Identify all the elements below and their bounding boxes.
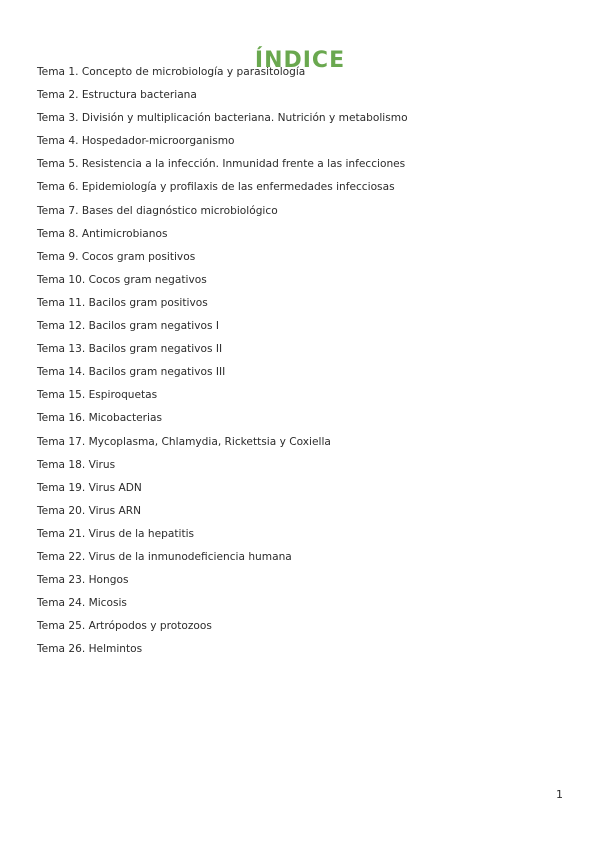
toc-entry: Tema 10. Cocos gram negativos bbox=[37, 273, 207, 286]
toc-entry: Tema 1. Concepto de microbiología y parasitología bbox=[37, 66, 306, 78]
toc-entry: Tema 22. Virus de la inmunodeficiencia humana bbox=[37, 550, 292, 563]
table-of-contents bbox=[37, 62, 408, 662]
toc-entry: Tema 23. Hongos bbox=[37, 574, 129, 587]
page-title: ÍNDICE bbox=[254, 47, 346, 73]
toc-entry: Tema 17. Mycoplasma, Chlamydia, Rickettsia y Coxiella bbox=[37, 435, 331, 448]
toc-entry: Tema 14. Bacilos gram negativos III bbox=[37, 366, 226, 379]
toc-entry: Tema 16. Micobacterias bbox=[37, 412, 162, 425]
toc-entry: Tema 2. Estructura bacteriana bbox=[37, 89, 197, 102]
toc-entry: Tema 5. Resistencia a la infección. Inmunidad frente a las infecciones bbox=[37, 158, 406, 171]
toc-entry: Tema 11. Bacilos gram positivos bbox=[37, 296, 208, 309]
toc-entry: Tema 8. Antimicrobianos bbox=[37, 227, 168, 240]
toc-entry: Tema 13. Bacilos gram negativos II bbox=[37, 343, 223, 356]
toc-entry: Tema 24. Micosis bbox=[37, 597, 127, 610]
page-number: 1 bbox=[556, 788, 563, 801]
toc-entry: Tema 21. Virus de la hepatitis bbox=[37, 527, 195, 540]
toc-entry: Tema 7. Bases del diagnóstico microbiológico bbox=[37, 204, 278, 217]
toc-entry: Tema 26. Helmintos bbox=[37, 643, 143, 656]
toc-entry: Tema 20. Virus ARN bbox=[37, 504, 142, 517]
toc-entry: Tema 25. Artrópodos y protozoos bbox=[37, 620, 212, 633]
toc-entry: Tema 15. Espiroquetas bbox=[37, 389, 158, 402]
toc-entry: Tema 6. Epidemiología y profilaxis de las enfermedades infecciosas bbox=[37, 181, 395, 194]
toc-entry: Tema 3. División y multiplicación bacteriana. Nutrición y metabolismo bbox=[37, 112, 408, 125]
toc-entry: Tema 19. Virus ADN bbox=[37, 481, 142, 494]
toc-entry: Tema 18. Virus bbox=[37, 458, 116, 471]
toc-entry: Tema 4. Hospedador-microorganismo bbox=[37, 135, 235, 148]
toc-entry: Tema 9. Cocos gram positivos bbox=[37, 250, 196, 263]
toc-entry: Tema 12. Bacilos gram negativos I bbox=[37, 320, 219, 333]
